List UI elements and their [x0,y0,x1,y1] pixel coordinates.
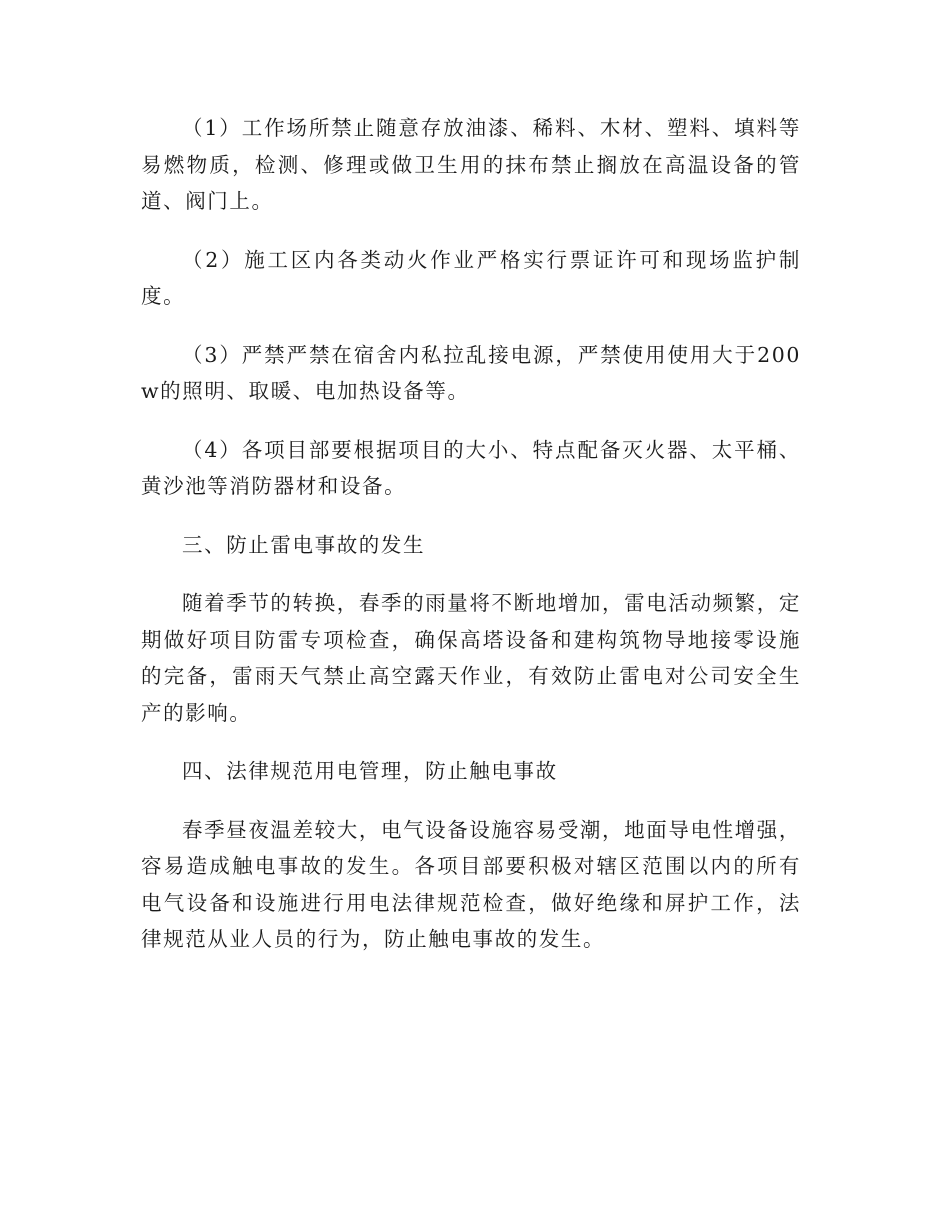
paragraph-item-3: （3）严禁严禁在宿舍内私拉乱接电源，严禁使用使用大于200w的照明、取暖、电加热设备等。 [141,342,801,403]
paragraph-electric-safety: 春季昼夜温差较大，电气设备设施容易受潮，地面导电性增强，容易造成触电事故的发生。各项目部要积极对辖区范围以内的所有电气设备和设施进行用电法律规范检查，做好绝缘和屏护工作，法律规范从业人员的行为，防止触电事故的发生。 [141,817,801,951]
paragraph-item-4: （4）各项目部要根据项目的大小、特点配备灭火器、太平桶、黄沙池等消防器材和设备。 [141,437,801,498]
section-heading-3: 三、防止雷电事故的发生 [182,532,426,557]
paragraph-item-1: （1）工作场所禁止随意存放油漆、稀料、木材、塑料、填料等易燃物质，检测、修理或做卫生用的抹布禁止搁放在高温设备的管道、阀门上。 [141,116,801,213]
paragraph-item-2: （2）施工区内各类动火作业严格实行票证许可和现场监护制度。 [141,247,801,308]
document-page [141,110,801,958]
section-heading-4: 四、法律规范用电管理，防止触电事故 [182,759,558,783]
paragraph-lightning: 随着季节的转换，春季的雨量将不断地增加，雷电活动频繁，定期做好项目防雷专项检查，确保高塔设备和建构筑物导地接零设施的完备，雷雨天气禁止高空露天作业，有效防止雷电对公司安全生产的影响。 [141,591,801,725]
